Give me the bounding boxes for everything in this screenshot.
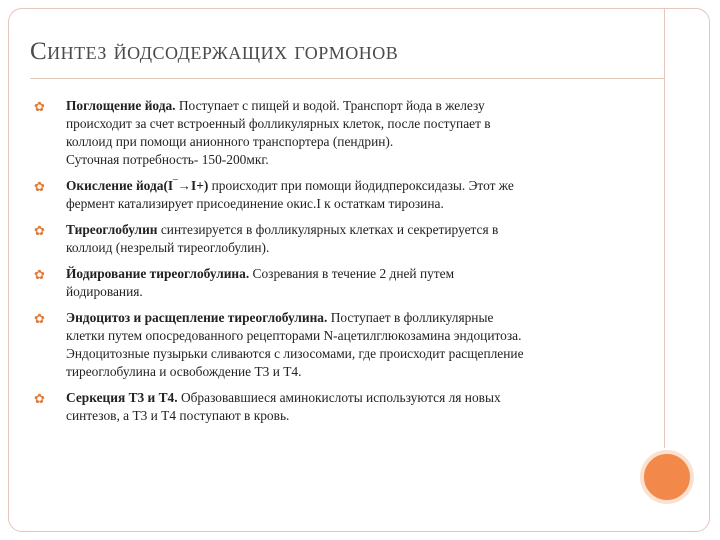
title-divider <box>30 78 664 79</box>
bullet-text: йодирования. <box>66 284 143 299</box>
bullet-item <box>30 389 630 425</box>
bullet-heading: Поглощение йода. <box>66 98 176 113</box>
bullet-text: коллоид (незрелый тиреоглобулин). <box>66 240 270 255</box>
bullet-text: Созревания в течение 2 дней путем <box>249 266 455 281</box>
ornament-bullet-icon: ✿ <box>34 179 45 194</box>
bullet-heading: Окисление йода(I‾→I+) <box>66 178 209 193</box>
bullet-text: синтезов, а Т3 и Т4 поступают в кровь. <box>66 408 290 423</box>
bullet-text: Поступает в фолликулярные <box>327 310 494 325</box>
bullet-item <box>30 309 630 381</box>
ornament-bullet-icon: ✿ <box>34 99 45 114</box>
decorative-circle <box>640 450 694 504</box>
ornament-bullet-icon: ✿ <box>34 267 45 282</box>
bullet-text: клетки путем опосредованного рецепторами N-ацетилглюкозамина эндоцитоза. <box>66 328 522 343</box>
bullet-item <box>30 265 630 301</box>
decorative-rule <box>664 8 665 448</box>
bullet-text: происходит при помощи йодидпероксидазы. Этот же <box>208 178 514 193</box>
bullet-text: Суточная потребность- 150-200мкг. <box>66 152 269 167</box>
bullet-text: синтезируется в фолликулярных клетках и секретируется в <box>157 222 499 237</box>
bullet-text: Поступает с пищей и водой. Транспорт йода в железу <box>175 98 485 113</box>
bullet-text: коллоид при помощи анионного транспортера (пендрин). <box>66 134 394 149</box>
bullet-item <box>30 177 630 213</box>
bullet-text: фермент катализирует присоединение окис.I к остаткам тирозина. <box>66 196 444 211</box>
bullet-heading: Тиреоглобулин <box>66 222 158 237</box>
ornament-bullet-icon: ✿ <box>34 311 45 326</box>
bullet-text: Эндоцитозные пузырьки сливаются с лизосомами, где происходит расщепление <box>66 346 524 361</box>
bullet-text: тиреоглобулина и освобождение Т3 и Т4. <box>66 364 302 379</box>
bullet-heading: Серкеция Т3 и Т4. <box>66 390 178 405</box>
bullet-list <box>30 97 630 433</box>
bullet-text: происходит за счет встроенный фолликулярных клеток, после поступает в <box>66 116 491 131</box>
ornament-bullet-icon: ✿ <box>34 223 45 238</box>
bullet-item <box>30 97 630 169</box>
slide-title: Синтез йодсодержащих гормонов <box>30 38 399 65</box>
bullet-item <box>30 221 630 257</box>
ornament-bullet-icon: ✿ <box>34 391 45 406</box>
bullet-heading: Эндоцитоз и расщепление тиреоглобулина. <box>66 310 328 325</box>
bullet-heading: Йодирование тиреоглобулина. <box>66 266 250 281</box>
bullet-text: Образовавшиеся аминокислоты используются ля новых <box>177 390 501 405</box>
